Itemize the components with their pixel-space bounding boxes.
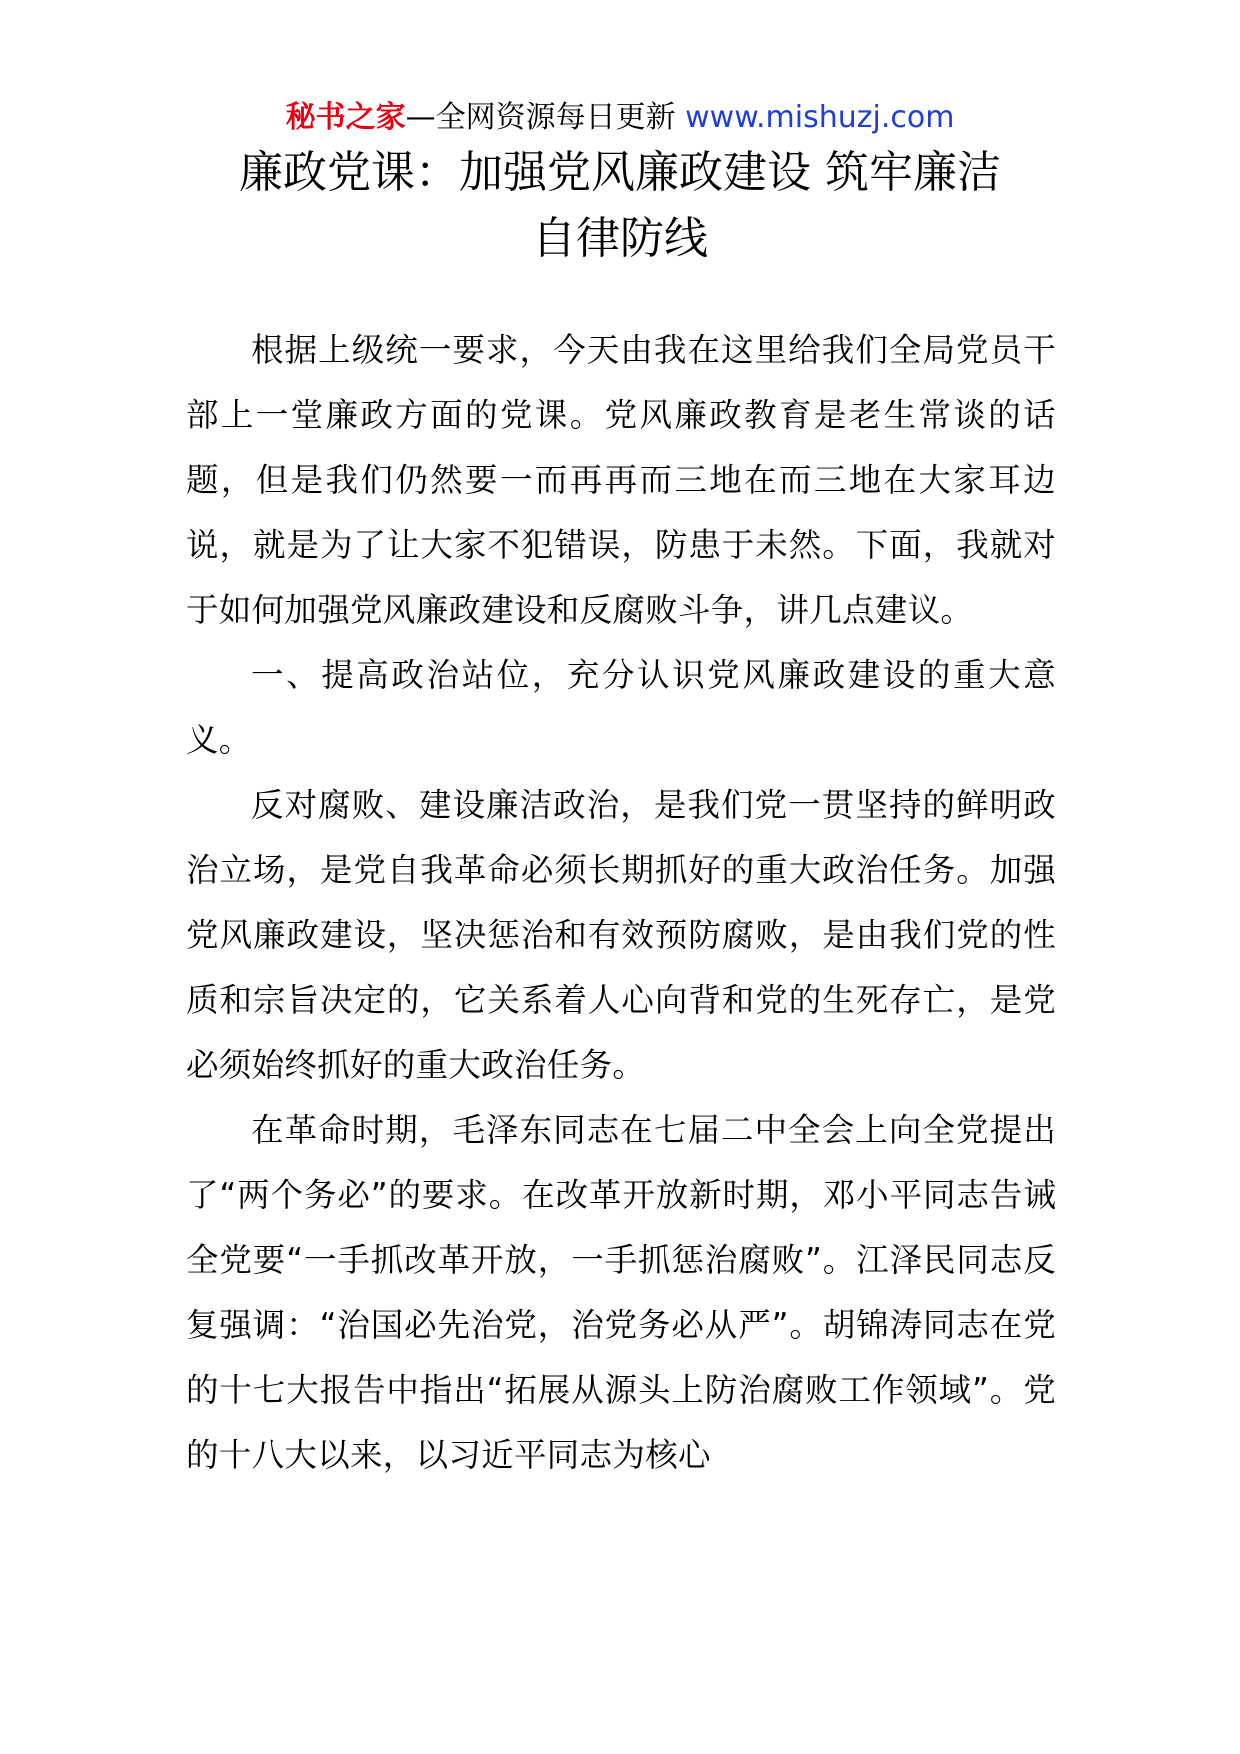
header-slogan: —全网资源每日更新 (405, 100, 686, 135)
site-url-link[interactable]: www.mishuzj.com (685, 100, 955, 135)
paragraph-history: 在革命时期，毛泽东同志在七届二中全会上向全党提出了“两个务必”的要求。在改革开放新时期，邓小平同志告诫全党要“一手抓改革开放，一手抓惩治腐败”。江泽民同志反复强调：“治国必先治党，治党务必从严”。胡锦涛同志在党的十七大报告中指出“拓展从源头上防治腐败工作领域”。党的十八大以来，以习近平同志为核心 (186, 1111, 1056, 1474)
paragraph-anticorruption: 反对腐败、建设廉洁政治，是我们党一贯坚持的鲜明政治立场，是党自我革命必须长期抓好的重大政治任务。加强党风廉政建设，坚决惩治和有效预防腐败，是由我们党的性质和宗旨决定的，它关系着人心向背和党的生死存亡，是党必须始终抓好的重大政治任务。 (186, 786, 1056, 1084)
document-title (160, 140, 1080, 272)
document-body (186, 318, 1056, 1488)
brand-name: 秘书之家 (285, 100, 406, 135)
site-header (0, 98, 1240, 138)
paragraph-intro: 根据上级统一要求，今天由我在这里给我们全局党员干部上一堂廉政方面的党课。党风廉政教育是老生常谈的话题，但是我们仍然要一而再再而三地在而三地在大家耳边说，就是为了让大家不犯错误，防患于未然。下面，我就对于如何加强党风廉政建设和反腐败斗争，讲几点建议。 (186, 331, 1056, 629)
title-line-2: 自律防线 (532, 213, 708, 264)
title-line-1: 廉政党课：加强党风廉政建设 筑牢廉洁 (239, 147, 1001, 198)
section-heading-1: 一、提高政治站位，充分认识党风廉政建设的重大意义。 (186, 656, 1056, 759)
